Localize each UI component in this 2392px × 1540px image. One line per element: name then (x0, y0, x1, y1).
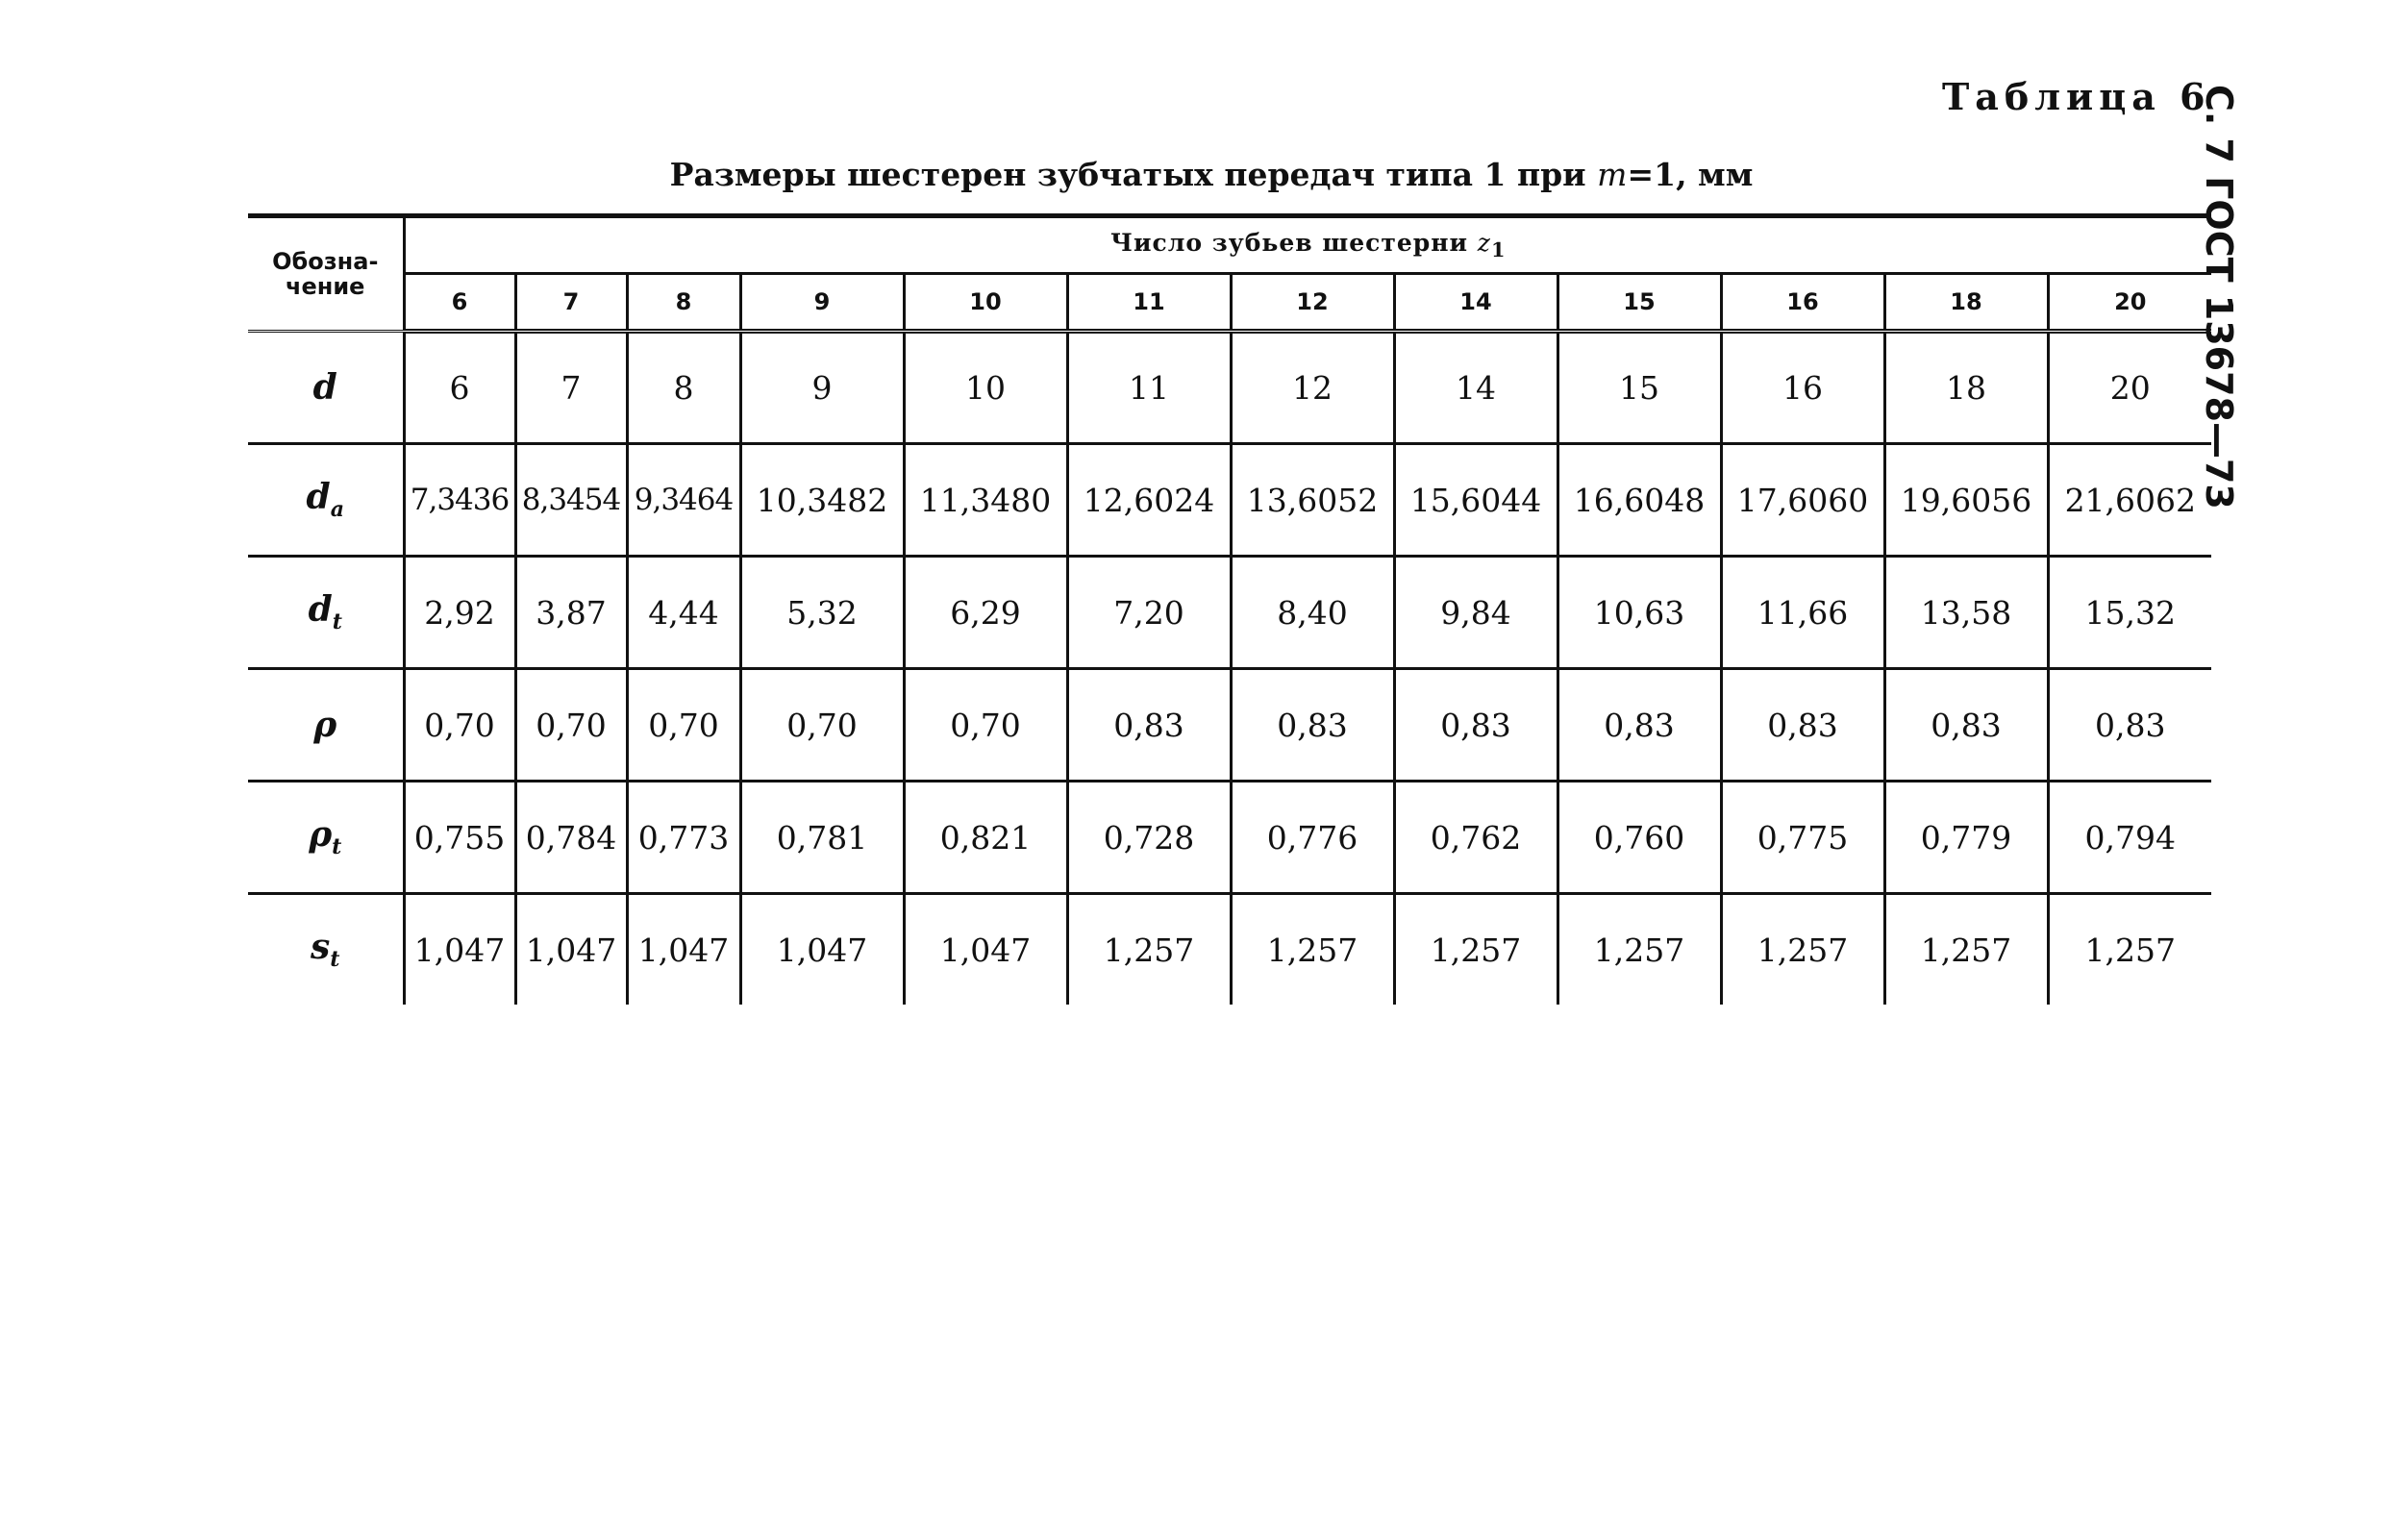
row-symbol: d (308, 589, 333, 631)
table-title-suffix: =1, мм (1627, 156, 1754, 193)
table-cell: 1,257 (1557, 894, 1721, 1006)
header-row-group (248, 216, 2211, 274)
row-symbol: s (311, 927, 331, 968)
table-cell: 0,83 (1231, 669, 1394, 782)
column-header: 20 (2048, 274, 2211, 332)
designation-header: Обозна-чение (248, 216, 404, 332)
table-row (248, 444, 2211, 557)
table-cell: 5,32 (740, 557, 904, 669)
page-standard-header: С. 7 ГОСТ 13678—73 (2198, 85, 2240, 509)
table-row (248, 669, 2211, 782)
row-designation (248, 669, 404, 782)
table-cell: 1,257 (1394, 894, 1557, 1006)
table-cell: 0,779 (1884, 782, 2048, 894)
table-cell: 8,3454 (515, 444, 627, 557)
table-cell: 0,781 (740, 782, 904, 894)
row-symbol-subscript: t (330, 947, 340, 973)
table-cell: 0,83 (1557, 669, 1721, 782)
row-symbol: ρ (309, 814, 333, 856)
table-row (248, 557, 2211, 669)
row-symbol: d (306, 477, 331, 518)
table-cell: 8,40 (1231, 557, 1394, 669)
table-cell: 1,047 (740, 894, 904, 1006)
table-cell: 1,047 (404, 894, 515, 1006)
table-cell: 10 (904, 332, 1067, 444)
table-cell: 0,83 (2048, 669, 2211, 782)
teeth-count-symbol: z (1477, 229, 1491, 257)
column-header: 6 (404, 274, 515, 332)
table-cell: 0,70 (627, 669, 740, 782)
table-cell: 14 (1394, 332, 1557, 444)
table-cell: 0,762 (1394, 782, 1557, 894)
table-cell: 0,784 (515, 782, 627, 894)
table-cell: 17,6060 (1721, 444, 1884, 557)
table-cell: 1,047 (627, 894, 740, 1006)
column-header: 7 (515, 274, 627, 332)
table-body (248, 332, 2211, 1006)
table-cell: 3,87 (515, 557, 627, 669)
table-title-symbol: m (1597, 156, 1628, 193)
table-cell: 1,257 (2048, 894, 2211, 1006)
column-header: 16 (1721, 274, 1884, 332)
table-row (248, 782, 2211, 894)
row-designation (248, 444, 404, 557)
row-symbol-subscript: t (332, 834, 342, 860)
table-cell: 13,58 (1884, 557, 2048, 669)
table-cell: 12 (1231, 332, 1394, 444)
table-cell: 15,6044 (1394, 444, 1557, 557)
row-symbol: d (312, 367, 337, 408)
column-header: 8 (627, 274, 740, 332)
table-cell: 10,3482 (740, 444, 904, 557)
table-cell: 12,6024 (1067, 444, 1231, 557)
header-row-columns (248, 274, 2211, 332)
table-cell: 1,257 (1884, 894, 2048, 1006)
table-cell: 0,776 (1231, 782, 1394, 894)
table-cell: 0,83 (1884, 669, 2048, 782)
table-title-text: Размеры шестерен зубчатых передач типа 1 при (669, 156, 1598, 193)
table-cell: 1,257 (1721, 894, 1884, 1006)
column-header: 9 (740, 274, 904, 332)
table-cell: 0,70 (404, 669, 515, 782)
table-cell: 0,70 (904, 669, 1067, 782)
table-cell: 0,83 (1067, 669, 1231, 782)
table-cell: 1,257 (1231, 894, 1394, 1006)
table-cell: 8 (627, 332, 740, 444)
column-header: 14 (1394, 274, 1557, 332)
table-cell: 15 (1557, 332, 1721, 444)
table-cell: 10,63 (1557, 557, 1721, 669)
table-cell: 0,83 (1394, 669, 1557, 782)
table-cell: 0,760 (1557, 782, 1721, 894)
table-number-label: Таблица 6 (1942, 75, 2211, 118)
table-cell: 0,728 (1067, 782, 1231, 894)
table-cell: 0,821 (904, 782, 1067, 894)
table-row (248, 332, 2211, 444)
table-cell: 4,44 (627, 557, 740, 669)
table-cell: 7 (515, 332, 627, 444)
row-symbol-subscript: a (330, 497, 344, 523)
row-designation (248, 894, 404, 1006)
table-cell: 0,70 (515, 669, 627, 782)
table-cell: 11,3480 (904, 444, 1067, 557)
table-cell: 9 (740, 332, 904, 444)
table-cell: 6 (449, 369, 470, 407)
table-cell: 1,257 (1067, 894, 1231, 1006)
column-header: 18 (1884, 274, 2048, 332)
table-cell: 9,84 (1394, 557, 1557, 669)
table-cell: 16 (1721, 332, 1884, 444)
column-header: 15 (1557, 274, 1721, 332)
table-cell: 21,6062 (2048, 444, 2211, 557)
table-cell: 0,773 (627, 782, 740, 894)
table-cell: 0,755 (404, 782, 515, 894)
table-cell: 16,6048 (1557, 444, 1721, 557)
table-row (248, 894, 2211, 1006)
table-cell: 11 (1067, 332, 1231, 444)
column-header: 11 (1067, 274, 1231, 332)
table-title (250, 156, 2173, 193)
table-cell: 9,3464 (627, 444, 740, 557)
table-cell: 19,6056 (1884, 444, 2048, 557)
row-designation (248, 557, 404, 669)
table-cell: 1,047 (515, 894, 627, 1006)
table-cell: 15,32 (2048, 557, 2211, 669)
table-cell: 1,047 (904, 894, 1067, 1006)
column-header: 10 (904, 274, 1067, 332)
row-designation (248, 332, 404, 444)
table-cell: 7,3436 (404, 444, 515, 557)
row-designation (248, 782, 404, 894)
table-cell: 0,83 (1721, 669, 1884, 782)
table-cell: 0,794 (2048, 782, 2211, 894)
gear-dimensions-table (248, 213, 2211, 1005)
teeth-count-header (404, 216, 2211, 274)
column-header: 12 (1231, 274, 1394, 332)
table-cell: 0,775 (1721, 782, 1884, 894)
table-cell: 7,20 (1067, 557, 1231, 669)
table-cell: 20 (2048, 332, 2211, 444)
teeth-count-subscript: 1 (1490, 237, 1507, 261)
table-cell: 18 (1884, 332, 2048, 444)
table-cell: 13,6052 (1231, 444, 1394, 557)
table-cell: 0,70 (740, 669, 904, 782)
table-cell: 11,66 (1721, 557, 1884, 669)
row-symbol: ρ (313, 705, 337, 745)
teeth-count-header-text: Число зубьев шестерни (1110, 229, 1478, 257)
table-cell: 6,29 (904, 557, 1067, 669)
table-cell: 2,92 (404, 557, 515, 669)
row-symbol-subscript: t (332, 609, 342, 635)
